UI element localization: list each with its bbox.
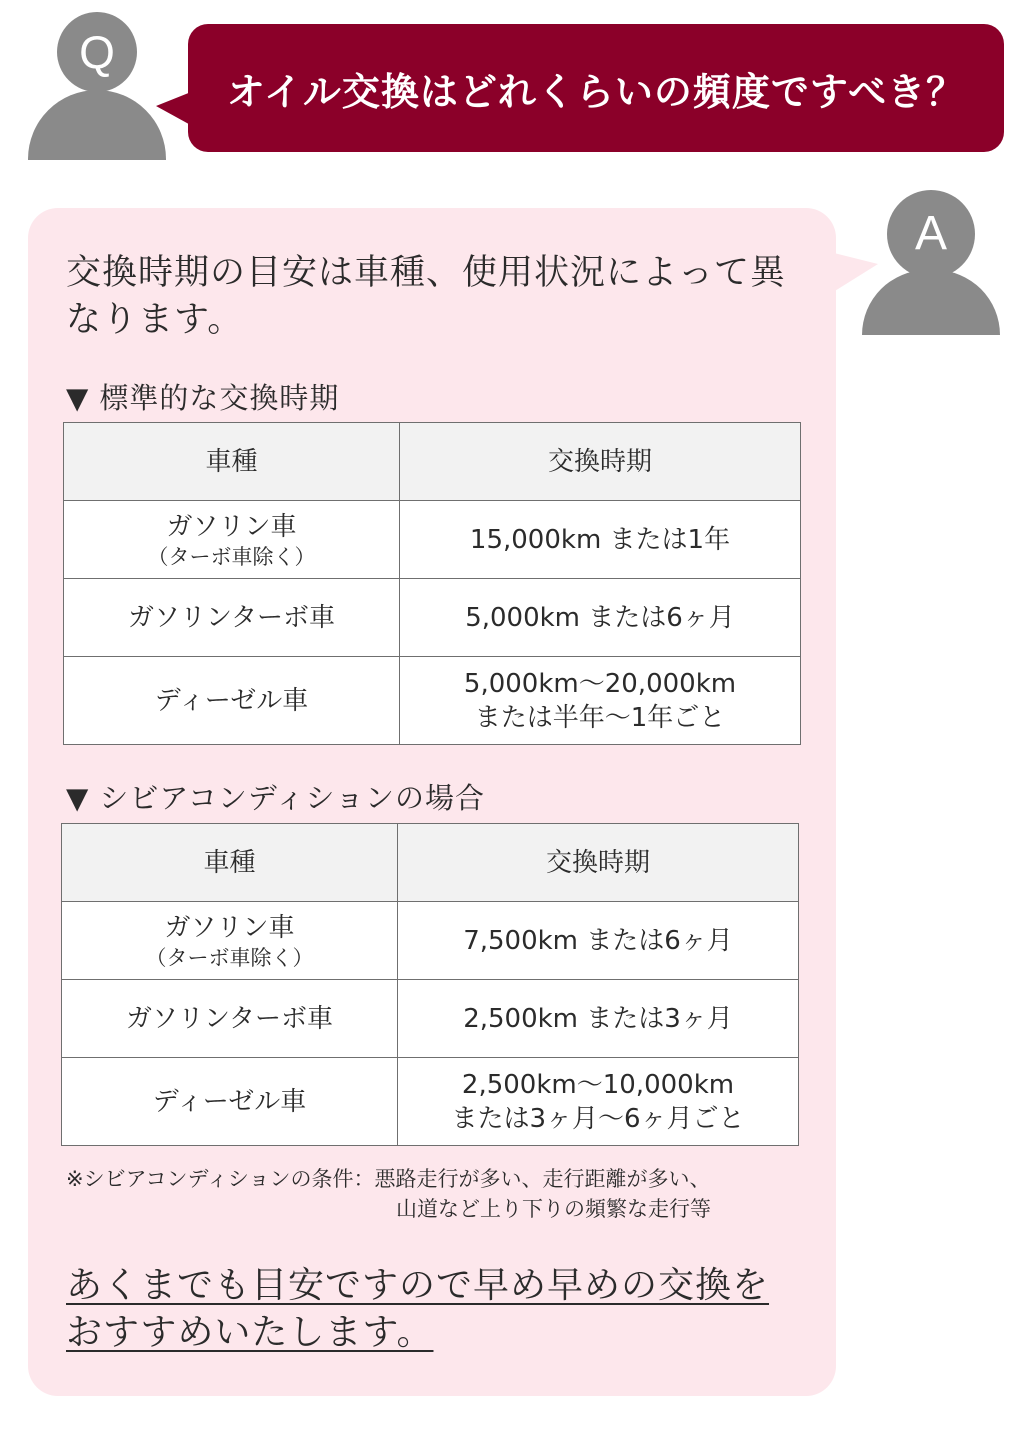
severe-interval-table xyxy=(61,823,799,1146)
severe-condition-note xyxy=(66,1164,806,1224)
question-bubble xyxy=(188,24,1004,152)
note-line-1: ※シビアコンディションの条件：悪路走行が多い、走行距離が多い、 xyxy=(66,1167,711,1191)
column-header-interval: 交換時期 xyxy=(398,824,799,902)
answer-intro: 交換時期の目安は車種、使用状況によって異なります。 xyxy=(66,253,787,340)
vehicle-cell: ディーゼル車 xyxy=(62,1058,398,1146)
column-header-vehicle: 車種 xyxy=(64,423,400,501)
interval-cell xyxy=(398,1058,799,1146)
column-header-vehicle: 車種 xyxy=(62,824,398,902)
interval-cell: 7,500km または6ヶ月 xyxy=(398,902,799,980)
standard-interval-table xyxy=(63,422,801,745)
vehicle-type: ガソリン車 xyxy=(166,511,297,542)
question-text: オイル交換はどれくらいの頻度ですべき？ xyxy=(226,69,966,114)
severe-heading xyxy=(66,776,485,817)
table-row xyxy=(62,1058,799,1146)
interval-text: 5,000km〜20,000km xyxy=(463,668,737,699)
avatar-head: Q xyxy=(57,12,137,92)
table-row xyxy=(64,501,801,579)
interval-text: 2,500km〜10,000km xyxy=(461,1069,735,1100)
vehicle-cell xyxy=(62,902,398,980)
interval-text-sub: または半年〜1年ごと xyxy=(474,702,726,733)
avatar-head: A xyxy=(887,190,975,278)
closing-text: あくまでも目安ですので早め早めの交換をおすすめいたします。 xyxy=(66,1265,770,1353)
vehicle-cell: ディーゼル車 xyxy=(64,657,400,745)
closing-recommendation xyxy=(66,1262,786,1356)
interval-cell: 15,000km または1年 xyxy=(400,501,801,579)
table-row xyxy=(64,579,801,657)
table-row xyxy=(62,980,799,1058)
question-avatar xyxy=(28,12,166,160)
vehicle-type-note: （ターボ車除く） xyxy=(147,544,316,569)
interval-text-sub: または3ヶ月〜6ヶ月ごと xyxy=(451,1103,745,1134)
table-row xyxy=(62,902,799,980)
note-line-2: 山道など上り下りの頻繁な走行等 xyxy=(396,1197,711,1221)
severe-heading-label: シビアコンディションの場合 xyxy=(99,781,485,815)
standard-heading-label: 標準的な交換時期 xyxy=(99,381,340,415)
vehicle-cell xyxy=(64,501,400,579)
vehicle-type: ガソリン車 xyxy=(164,912,295,943)
standard-heading xyxy=(66,376,339,417)
interval-cell xyxy=(400,657,801,745)
avatar-body xyxy=(862,270,1000,335)
vehicle-type-note: （ターボ車除く） xyxy=(145,945,314,970)
answer-avatar xyxy=(862,190,1000,335)
triangle-down-icon: ▼ xyxy=(66,781,90,815)
table-row xyxy=(64,657,801,745)
interval-cell: 2,500km または3ヶ月 xyxy=(398,980,799,1058)
column-header-interval: 交換時期 xyxy=(400,423,801,501)
vehicle-cell: ガソリンターボ車 xyxy=(64,579,400,657)
table-header-row xyxy=(64,423,801,501)
avatar-body xyxy=(28,90,166,160)
interval-cell: 5,000km または6ヶ月 xyxy=(400,579,801,657)
table-header-row xyxy=(62,824,799,902)
vehicle-cell: ガソリンターボ車 xyxy=(62,980,398,1058)
triangle-down-icon: ▼ xyxy=(66,381,90,415)
